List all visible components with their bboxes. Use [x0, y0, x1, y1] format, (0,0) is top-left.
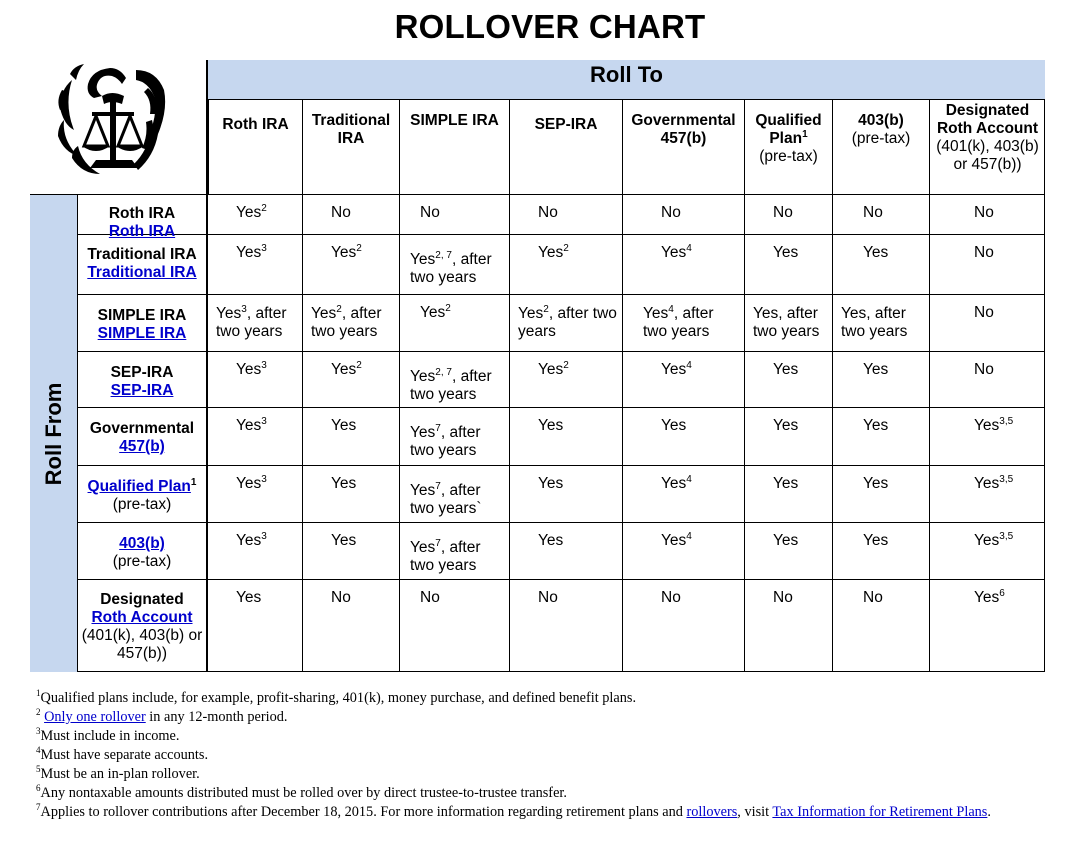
- cell-value: Yes: [331, 532, 357, 549]
- footnote-line: [36, 689, 1036, 708]
- table-cell: [833, 466, 930, 523]
- footnote-ref: 2: [356, 359, 362, 371]
- table-cell: [745, 235, 833, 295]
- cell-value: Yes: [331, 417, 357, 434]
- cell-value: Yes: [538, 417, 564, 434]
- footnote-text: Any nontaxable amounts distributed must be rolled over by direct trustee-to-trustee transfer.: [40, 785, 567, 801]
- column-header-label: Designated Roth Account: [936, 102, 1039, 137]
- cell-value: Yes: [410, 482, 436, 499]
- cell-value: No: [974, 204, 994, 221]
- table-cell: [833, 523, 930, 580]
- table-cell: [400, 466, 510, 523]
- table-cell: [930, 523, 1045, 580]
- footnote-link[interactable]: Tax Information for Retirement Plans: [772, 804, 988, 820]
- table-cell: [208, 235, 303, 295]
- footnote-link[interactable]: rollovers: [686, 804, 738, 820]
- row-header: [78, 195, 208, 240]
- cell-value: Yes: [538, 475, 564, 492]
- footnote-ref: 3: [261, 242, 267, 254]
- cell-value: No: [661, 204, 681, 221]
- cell-value-note: , after two years: [410, 368, 492, 403]
- column-header-sub: (pre-tax): [851, 130, 911, 147]
- row-header-link[interactable]: Roth IRA: [108, 223, 176, 240]
- cell-value: Yes: [661, 361, 687, 378]
- footnote-ref: 4: [686, 359, 692, 371]
- row-header: [78, 408, 208, 466]
- cell-value: Yes: [216, 305, 242, 322]
- footnote-text: in any 12-month period.: [145, 709, 288, 725]
- row-header: [78, 295, 208, 352]
- cell-value: Yes: [410, 539, 436, 556]
- row-header-link[interactable]: 457(b): [119, 438, 165, 455]
- footnote-ref: 6: [36, 783, 41, 794]
- table-cell: [623, 352, 745, 408]
- cell-value-note: , after two years: [643, 305, 714, 340]
- row-header-sub: (401(k), 403(b) or 457(b)): [81, 627, 203, 662]
- column-header-sub: (pre-tax): [759, 148, 818, 165]
- footnote-ref: 3: [261, 473, 267, 485]
- cell-value: Yes: [863, 532, 889, 549]
- cell-value: No: [420, 204, 440, 221]
- column-header: [930, 100, 1045, 195]
- cell-value-note: , after two years: [311, 305, 382, 340]
- table-cell: [745, 523, 833, 580]
- table-cell: [303, 352, 400, 408]
- cell-value-note: , after two years`: [410, 482, 482, 517]
- table-cell: [303, 235, 400, 295]
- table-cell: [745, 195, 833, 235]
- cell-value-note: , after two years: [410, 539, 481, 574]
- column-header: [400, 100, 510, 195]
- cell-value: No: [974, 244, 994, 261]
- footnote-ref: 3: [241, 303, 247, 315]
- footnote-ref: 4: [686, 473, 692, 485]
- column-header: [833, 100, 930, 195]
- table-cell: [208, 295, 303, 352]
- cell-value: Yes: [311, 305, 337, 322]
- cell-value: No: [420, 589, 440, 606]
- table-cell: [208, 466, 303, 523]
- cell-value: Yes: [863, 361, 889, 378]
- cell-value: No: [863, 589, 883, 606]
- table-cell: [833, 195, 930, 235]
- table-cell: [510, 235, 623, 295]
- table-cell: [510, 580, 623, 672]
- cell-value: Yes: [236, 417, 262, 434]
- table-cell: [303, 295, 400, 352]
- cell-value: Yes: [773, 417, 799, 434]
- cell-value: Yes: [420, 304, 446, 321]
- row-header: [78, 523, 208, 580]
- footnote-ref: 3,5: [999, 473, 1014, 485]
- table-cell: [303, 408, 400, 466]
- column-header-sub: (401(k), 403(b) or 457(b)): [936, 138, 1039, 173]
- row-header-label: Governmental: [89, 420, 195, 437]
- footnote-ref: 2: [563, 359, 569, 371]
- roll-to-header: [208, 60, 1045, 100]
- cell-value: Yes, after two years: [753, 305, 820, 340]
- column-header-label: Roth IRA: [222, 116, 289, 133]
- footnote-ref: 3: [261, 359, 267, 371]
- table-cell: [745, 580, 833, 672]
- footnote-ref: 2: [445, 302, 451, 314]
- footnote-text: Qualified plans include, for example, profit-sharing, 401(k), money purchase, and defined benefit plans.: [40, 690, 637, 706]
- footnote-line: [36, 746, 1036, 765]
- row-header-link[interactable]: 403(b): [119, 535, 165, 552]
- cell-value-note: , after two years: [518, 305, 617, 340]
- cell-value-note: , after two years: [410, 251, 492, 286]
- row-header-link[interactable]: SEP-IRA: [110, 382, 174, 399]
- footnote-ref: 7: [36, 802, 41, 813]
- footnote-line: [36, 784, 1036, 803]
- footnote-ref: 3,5: [999, 415, 1014, 427]
- table-cell: [303, 466, 400, 523]
- table-cell: [510, 295, 623, 352]
- column-header: [208, 100, 303, 195]
- table-cell: [208, 580, 303, 672]
- cell-value: Yes: [661, 244, 687, 261]
- table-cell: [745, 466, 833, 523]
- footnote-ref: 3: [261, 530, 267, 542]
- cell-value: Yes: [331, 475, 357, 492]
- column-header-label: 403(b): [858, 112, 904, 129]
- cell-value: No: [538, 589, 558, 606]
- table-cell: [930, 352, 1045, 408]
- table-cell: [510, 466, 623, 523]
- footnote-ref: 7: [435, 422, 441, 434]
- footnote-ref: 4: [36, 745, 41, 756]
- cell-value-note: , after two years: [216, 305, 287, 340]
- column-header: [303, 100, 400, 195]
- footnote-ref: 2, 7: [435, 366, 452, 378]
- column-header-label: Qualified Plan: [755, 112, 822, 147]
- footnote-line: [36, 727, 1036, 746]
- cell-value: Yes: [863, 244, 889, 261]
- footnote-ref: 3,5: [999, 530, 1014, 542]
- cell-value: Yes: [331, 361, 357, 378]
- footnote-ref: 6: [999, 587, 1005, 599]
- column-header-label: Governmental 457(b): [631, 112, 736, 147]
- row-header: [78, 466, 208, 523]
- footnote-text: Must have separate accounts.: [40, 747, 209, 763]
- table-cell: [745, 408, 833, 466]
- table-cell: [930, 195, 1045, 235]
- table-cell: [623, 408, 745, 466]
- table-cell: [303, 580, 400, 672]
- table-cell: [510, 408, 623, 466]
- cell-value: Yes: [236, 204, 262, 221]
- column-header-label: Traditional IRA: [311, 112, 391, 147]
- row-header-link[interactable]: Qualified Plan: [87, 478, 191, 495]
- cell-value: No: [538, 204, 558, 221]
- table-cell: [400, 295, 510, 352]
- cell-value: Yes: [661, 475, 687, 492]
- footnote-ref: 3: [36, 726, 41, 737]
- cell-value: Yes: [974, 532, 1000, 549]
- cell-value: No: [331, 589, 351, 606]
- footnote-text: Must include in income.: [40, 728, 180, 744]
- column-header: [623, 100, 745, 195]
- column-header: [510, 100, 623, 195]
- table-cell: [930, 295, 1045, 352]
- cell-value: Yes: [974, 589, 1000, 606]
- row-header-link[interactable]: Roth Account: [91, 609, 193, 626]
- footnote-ref: 4: [686, 242, 692, 254]
- table-cell: [930, 408, 1045, 466]
- table-cell: [623, 295, 745, 352]
- footnote-ref: 2: [356, 242, 362, 254]
- cell-value: Yes: [410, 368, 436, 385]
- cell-value: Yes: [236, 361, 262, 378]
- footnote-ref: 4: [668, 303, 674, 315]
- cell-value: No: [974, 361, 994, 378]
- footnote-ref: 2: [36, 707, 41, 718]
- row-header: [78, 235, 208, 295]
- footnote-text: Applies to rollover contributions after December 18, 2015. For more information regarding retirement plans and: [40, 804, 687, 820]
- table-cell: [623, 195, 745, 235]
- footnote-ref: 2: [336, 303, 342, 315]
- footnote-line: [36, 765, 1036, 784]
- table-cell: [510, 195, 623, 235]
- roll-to-label: Roll To: [590, 62, 663, 87]
- table-cell: [930, 235, 1045, 295]
- footnote-line: [36, 708, 1036, 727]
- roll-from-header: [30, 195, 78, 672]
- footnote-text: .: [987, 804, 991, 820]
- cell-value: Yes: [236, 244, 262, 261]
- cell-value: Yes: [643, 305, 669, 322]
- row-header-label: Traditional IRA: [87, 246, 197, 263]
- table-cell: [623, 466, 745, 523]
- table-cell: [400, 235, 510, 295]
- table-cell: [400, 523, 510, 580]
- table-cell: [208, 352, 303, 408]
- roll-from-label: Roll From: [40, 382, 66, 485]
- footnote-ref: 1: [36, 688, 41, 699]
- cell-value: Yes: [236, 589, 262, 606]
- row-header-link[interactable]: SIMPLE IRA: [97, 325, 187, 342]
- table-cell: [745, 352, 833, 408]
- row-header-label: Roth IRA: [108, 205, 176, 222]
- table-cell: [303, 195, 400, 235]
- footnote-ref: 1: [190, 476, 197, 488]
- cell-value: Yes: [773, 361, 799, 378]
- table-cell: [833, 295, 930, 352]
- row-header: [78, 352, 208, 408]
- row-header: [78, 580, 208, 672]
- table-cell: [833, 580, 930, 672]
- footnote-ref: 1: [802, 128, 808, 140]
- row-header-label: Designated: [100, 591, 184, 608]
- cell-value: Yes: [773, 244, 799, 261]
- table-cell: [510, 352, 623, 408]
- table-cell: [623, 580, 745, 672]
- cell-value-note: , after two years: [410, 424, 481, 459]
- table-cell: [510, 523, 623, 580]
- footnote-ref: 2: [543, 303, 549, 315]
- cell-value: Yes: [773, 475, 799, 492]
- footnote-ref: 7: [435, 537, 441, 549]
- column-header: [745, 100, 833, 195]
- table-cell: [745, 295, 833, 352]
- cell-value: Yes: [538, 361, 564, 378]
- footnote-ref: 2, 7: [435, 249, 452, 261]
- column-header-label: SIMPLE IRA: [410, 112, 499, 129]
- table-cell: [208, 523, 303, 580]
- cell-value: No: [863, 204, 883, 221]
- cell-value: Yes: [410, 424, 436, 441]
- cell-value: No: [661, 589, 681, 606]
- footnote-text: Must be an in-plan rollover.: [40, 766, 200, 782]
- cell-value: Yes, after two years: [841, 305, 908, 340]
- cell-value: Yes: [518, 305, 544, 322]
- footnote-ref: 4: [686, 530, 692, 542]
- table-cell: [623, 235, 745, 295]
- cell-value: Yes: [410, 251, 436, 268]
- table-cell: [400, 352, 510, 408]
- table-cell: [400, 195, 510, 235]
- footnote-ref: 2: [261, 202, 267, 214]
- table-cell: [930, 466, 1045, 523]
- irs-logo-icon: [52, 60, 182, 195]
- cell-value: Yes: [538, 532, 564, 549]
- footnote-ref: 5: [36, 764, 41, 775]
- footnote-text: , visit: [737, 804, 773, 820]
- table-cell: [208, 195, 303, 235]
- table-cell: [208, 408, 303, 466]
- cell-value: Yes: [236, 475, 262, 492]
- cell-value: No: [773, 204, 793, 221]
- cell-value: No: [773, 589, 793, 606]
- cell-value: No: [974, 304, 994, 321]
- footnote-ref: 3: [261, 415, 267, 427]
- table-cell: [833, 352, 930, 408]
- table-cell: [930, 580, 1045, 672]
- page-title: ROLLOVER CHART: [394, 8, 706, 45]
- cell-value: Yes: [538, 244, 564, 261]
- cell-value: Yes: [974, 417, 1000, 434]
- cell-value: Yes: [661, 417, 687, 434]
- cell-value: Yes: [863, 417, 889, 434]
- footnote-ref: 7: [435, 480, 441, 492]
- table-cell: [623, 523, 745, 580]
- row-header-label: SEP-IRA: [110, 364, 174, 381]
- row-header-label: SIMPLE IRA: [97, 307, 187, 324]
- table-cell: [833, 235, 930, 295]
- cell-value: Yes: [773, 532, 799, 549]
- cell-value: Yes: [236, 532, 262, 549]
- footnote-link[interactable]: Only one rollover: [44, 709, 146, 725]
- cell-value: Yes: [863, 475, 889, 492]
- table-cell: [400, 580, 510, 672]
- footnote-line: [36, 803, 1036, 822]
- cell-value: Yes: [661, 532, 687, 549]
- row-header-sub: (pre-tax): [112, 496, 172, 513]
- cell-value: No: [331, 204, 351, 221]
- cell-value: Yes: [974, 475, 1000, 492]
- logo-cell: [30, 60, 208, 195]
- table-cell: [303, 523, 400, 580]
- table-cell: [833, 408, 930, 466]
- column-header-label: SEP-IRA: [534, 116, 598, 133]
- row-header-sub: (pre-tax): [112, 553, 172, 570]
- footnote-ref: 2: [563, 242, 569, 254]
- footnotes: [36, 689, 1036, 822]
- row-header-link[interactable]: Traditional IRA: [87, 264, 197, 281]
- cell-value: Yes: [331, 244, 357, 261]
- table-cell: [400, 408, 510, 466]
